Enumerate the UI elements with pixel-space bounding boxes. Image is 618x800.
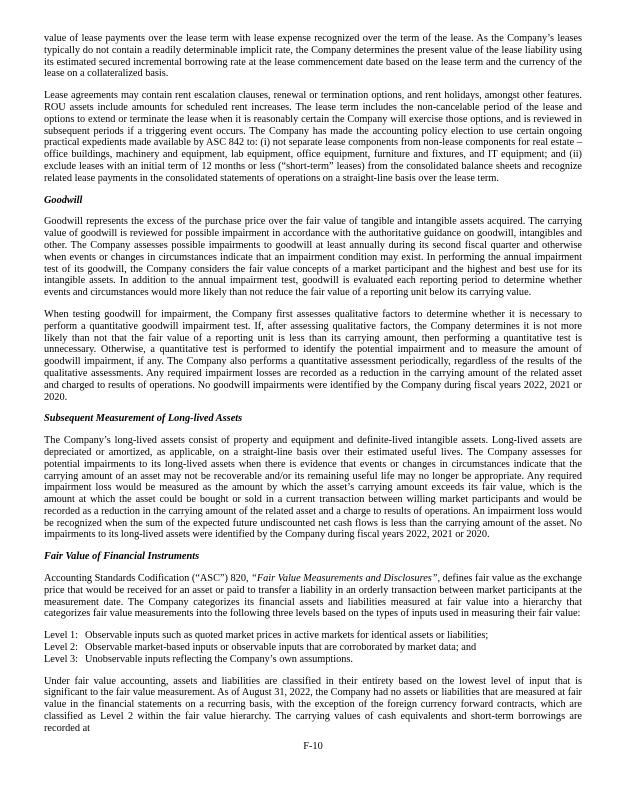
paragraph-lease-continuation: value of lease payments over the lease term with lease expense recognized over the term of the lease. As the Company’s leases typically do not contain a readily determinable implicit rate, the Company determines the present value of the lease liability using its estimated secured incremental borrowing rate at the lease commencement date based on the lease term and the currency of the lease on a collateralized basis. <box>44 33 582 80</box>
level-2-item <box>44 642 582 654</box>
paragraph-goodwill-2: When testing goodwill for impairment, the Company first assesses qualitative factors to determine whether it is necessary to perform a quantitative goodwill impairment test. If, after assessing qualitative factors, the Company determines it is not more likely than not that the fair value of a reporting unit is less than its carrying amount, then performing a quantitative test is unnecessary. Otherwise, a quantitative test is performed to identify the potential impairment and to measure the amount of goodwill impairment, if any. The Company also performs a quantitative assessment periodically, regardless of the results of the qualitative assessments. Any required impairment losses are recorded as a reduction in the carrying amount of the related asset and charged to results of operations. No goodwill impairments were identified by the Company during fiscal years 2022, 2021 or 2020. <box>44 308 582 403</box>
paragraph-asc-820 <box>44 573 582 620</box>
level-1-item <box>44 630 582 642</box>
asc820-italic-title: “Fair Value Measurements and Disclosures” <box>251 573 438 585</box>
level-3-item <box>44 654 582 666</box>
paragraph-goodwill-1: Goodwill represents the excess of the purchase price over the fair value of tangible and intangible assets acquired. The carrying value of goodwill is reviewed for possible impairment in accordance with the authoritative guidance on goodwill, intangibles and other. The Company assesses possible impairments to goodwill at least annually during its second fiscal quarter and otherwise when events or changes in circumstances indicate that an impairment condition may exist. In performing the annual impairment test of its goodwill, the Company considers the fair value concepts of a market participant and the highest and best use for its intangible assets. In addition to the annual impairment test, goodwill is evaluated each reporting period to determine whether events and circumstances would more likely than not reduce the fair value of a reporting unit below its carrying value. <box>44 216 582 299</box>
level-3-label: Level 3: <box>44 653 79 665</box>
section-heading-fair-value: Fair Value of Financial Instruments <box>44 551 200 563</box>
section-heading-goodwill: Goodwill <box>44 194 83 206</box>
level-1-label: Level 1: <box>44 630 79 642</box>
fair-value-levels-list <box>44 630 582 665</box>
paragraph-lease-agreements: Lease agreements may contain rent escalation clauses, renewal or termination options, and rent holidays, amongst other features. ROU assets include amounts for scheduled rent increases. The lease term includes the non-cancelable period of the lease and options to extend or terminate the lease when it is reasonably certain the Company will exercise those options, and is reviewed in subsequent periods if a triggering event occurs. The Company has made the accounting policy election to use certain ongoing practical expedients made available by ASC 842 to: (i) not separate lease components from non-lease components for real estate – office buildings, machinery and equipment, lab equipment, office equipment, furniture and fixtures, and IT equipment; and (ii) exclude leases with an initial term of 12 months or less (“short-term” leases) from the consolidated balance sheets and recognize related lease payments in the consolidated statements of operations on a straight-line basis over the lease term. <box>44 90 582 184</box>
paragraph-long-lived-assets: The Company’s long-lived assets consist of property and equipment and definite-lived intangible assets. Long-lived assets are depreciated or amortized, as applicable, on a straight-line basis over their estimated useful lives. The Company assesses for potential impairments to its long-lived assets when there is evidence that events or changes in circumstances indicate that the carrying amount of an asset may not be recoverable and/or its remaining useful life may no longer be appropriate. Any required impairment loss would be measured as the amount by which the asset’s carrying amount exceeds its fair value, which is the amount at which the asset could be bought or sold in a current transaction between willing market participants and would be recorded as a reduction in the carrying amount of the related asset and a charge to results of operations. An impairment loss would be recognized when the sum of the expected future undiscounted net cash flows is less than the carrying amount of the asset. No impairments to its long-lived assets were identified by the Company during fiscal years 2022, 2021 or 2020. <box>44 435 582 541</box>
asc820-text-after: , defines fair value as the exchange price that would be received for an asset or paid to transfer a liability in an orderly transaction between market participants at the measurement date. The Company categorizes its financial assets and liabilities measured at fair value into a hierarchy that categorizes fair value measurements into the following three levels based on the types of inputs used in measuring their fair value: <box>44 573 583 620</box>
level-3-text: Unobservable inputs reflecting the Company’s own assumptions. <box>85 653 353 665</box>
asc820-text-before: Accounting Standards Codification (“ASC”) 820, <box>44 573 252 585</box>
section-heading-subsequent-measurement: Subsequent Measurement of Long-lived Assets <box>44 413 243 425</box>
paragraph-fair-value-closing: Under fair value accounting, assets and liabilities are classified in their entirety based on the lowest level of input that is significant to the fair value measurement. As of August 31, 2022, the Company had no assets or liabilities that are measured at fair value in the financial statements on a recurring basis, with the exception of the foreign currency forward contracts, which are classified as Level 2 within the fair value hierarchy. The carrying values of cash equivalents and short-term borrowings are recorded at <box>44 675 582 734</box>
page-number: F-10 <box>303 740 323 752</box>
level-2-label: Level 2: <box>44 642 79 654</box>
level-1-text: Observable inputs such as quoted market prices in active markets for identical assets or liabilities; <box>85 630 489 642</box>
level-2-text: Observable market-based inputs or observable inputs that are corroborated by market data; and <box>85 642 477 654</box>
